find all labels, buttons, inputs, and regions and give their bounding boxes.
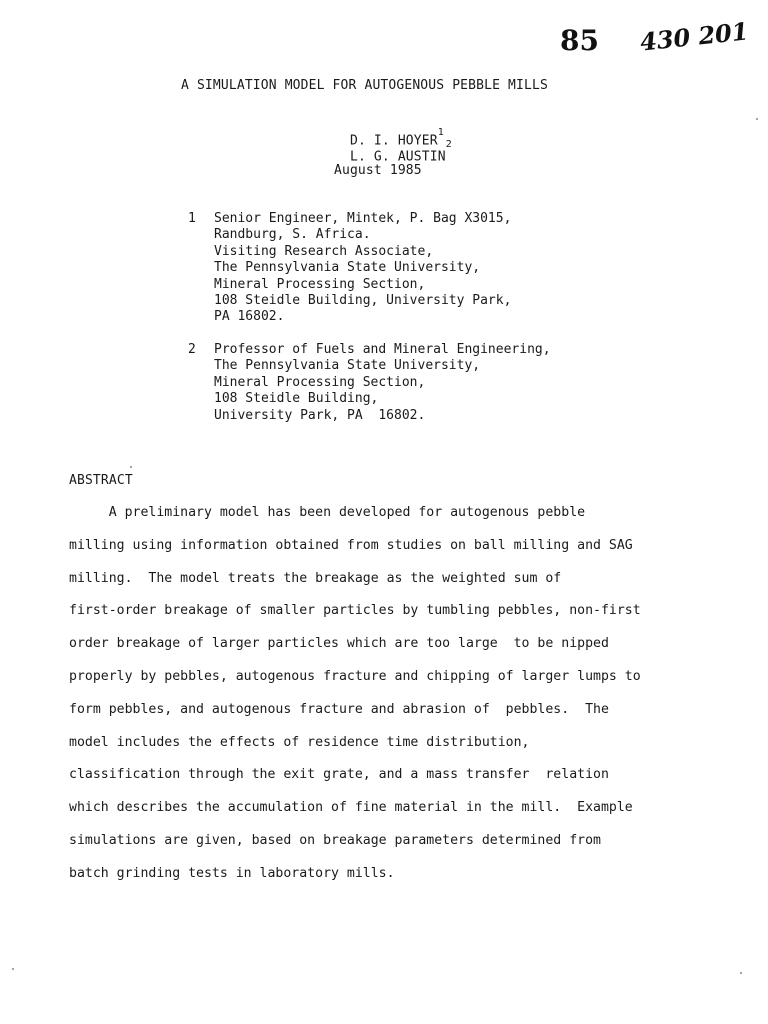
abstract-line: classification through the exit grate, and a mass transfer relation <box>69 767 609 782</box>
scan-speck <box>740 972 742 974</box>
affiliation-1-line: Mineral Processing Section, <box>214 276 426 292</box>
abstract-heading: ABSTRACT <box>69 473 133 488</box>
abstract-line: model includes the effects of residence time distribution, <box>69 735 530 750</box>
abstract-line: which describes the accumulation of fine material in the mill. Example <box>69 800 633 815</box>
affiliation-1-number: 1 <box>188 211 196 226</box>
scan-speck <box>12 968 14 970</box>
affiliation-2-line: 108 Steidle Building, <box>214 391 379 407</box>
affiliation-2 <box>214 342 551 424</box>
author-2-name: L. G. AUSTIN <box>349 149 446 165</box>
author-2 <box>334 132 452 164</box>
affiliation-2-line: Professor of Fuels and Mineral Engineering, <box>214 342 551 357</box>
abstract-line: form pebbles, and autogenous fracture and abrasion of pebbles. The <box>69 702 609 717</box>
author-1-mark: 1 <box>437 127 444 138</box>
affiliation-2-line: Mineral Processing Section, <box>214 374 426 390</box>
affiliation-1-line: Senior Engineer, Mintek, P. Bag X3015, <box>214 211 512 226</box>
abstract-line: simulations are given, based on breakage parameters determined from <box>69 833 601 848</box>
abstract-line: milling using information obtained from studies on ball milling and SAG <box>69 538 633 553</box>
affiliation-2-line: The Pennsylvania State University, <box>214 358 481 374</box>
author-2-mark: 2 <box>445 139 452 150</box>
affiliation-1-line: PA 16802. <box>214 309 285 325</box>
document-title: A SIMULATION MODEL FOR AUTOGENOUS PEBBLE MILLS <box>181 78 548 93</box>
abstract-line: properly by pebbles, autogenous fracture and chipping of larger lumps to <box>69 669 641 684</box>
affiliation-1-line: Visiting Research Associate, <box>214 243 434 259</box>
scan-speck <box>756 118 758 120</box>
abstract-line: order breakage of larger particles which are too large to be nipped <box>69 636 609 651</box>
author-1-name: D. I. HOYER <box>349 133 438 149</box>
abstract-line: milling. The model treats the breakage as the weighted sum of <box>69 571 562 586</box>
affiliation-1-line: 108 Steidle Building, University Park, <box>214 293 512 309</box>
affiliation-1-line: The Pennsylvania State University, <box>214 260 481 276</box>
affiliation-1 <box>214 211 511 326</box>
abstract-line: first-order breakage of smaller particles by tumbling pebbles, non-first <box>69 603 641 618</box>
abstract-line: A preliminary model has been developed for autogenous pebble <box>69 505 586 520</box>
affiliation-2-line: University Park, PA 16802. <box>214 407 426 423</box>
page-number: 85 <box>560 24 599 57</box>
handwritten-code: 430 201 <box>638 16 750 57</box>
scan-speck <box>130 466 132 468</box>
affiliation-2-number: 2 <box>188 342 196 357</box>
abstract-line: batch grinding tests in laboratory mills. <box>69 866 395 881</box>
affiliation-1-line: Randburg, S. Africa. <box>214 227 371 243</box>
document-date: August 1985 <box>334 163 422 178</box>
